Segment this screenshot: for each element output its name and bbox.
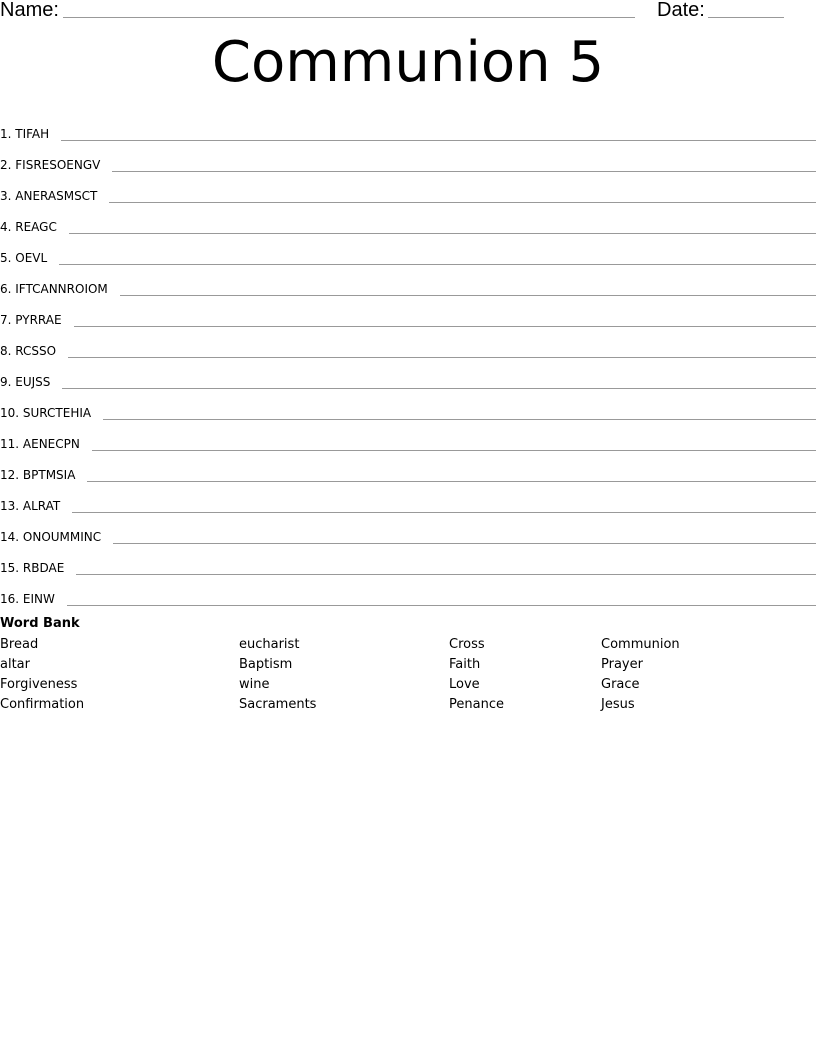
word-bank-item: Forgiveness <box>0 677 78 692</box>
scrambled-word: 9. EUJSS <box>0 375 51 389</box>
word-bank-item: Baptism <box>239 657 293 672</box>
scrambled-word: 5. OEVL <box>0 251 48 265</box>
answer-line[interactable] <box>109 201 816 203</box>
question-row <box>0 267 816 298</box>
question-row <box>0 360 816 391</box>
scrambled-word: 8. RCSSO <box>0 344 57 358</box>
word-bank <box>0 615 816 715</box>
question-row <box>0 329 816 360</box>
scrambled-word: 3. ANERASMSCT <box>0 189 98 203</box>
scrambled-word: 13. ALRAT <box>0 499 61 513</box>
question-row <box>0 236 816 267</box>
word-bank-item: altar <box>0 657 30 672</box>
question-list <box>0 112 816 608</box>
scrambled-word: 4. REAGC <box>0 220 57 234</box>
word-bank-item: Grace <box>601 677 640 692</box>
answer-line[interactable] <box>69 232 816 234</box>
question-row <box>0 143 816 174</box>
scrambled-word: 11. AENECPN <box>0 437 80 451</box>
answer-line[interactable] <box>87 480 816 482</box>
answer-line[interactable] <box>67 604 816 606</box>
scrambled-word: 16. EINW <box>0 592 55 606</box>
header-row <box>0 0 816 24</box>
scrambled-word: 12. BPTMSIA <box>0 468 76 482</box>
date-input-line[interactable] <box>708 17 784 18</box>
scrambled-word: 7. PYRRAE <box>0 313 62 327</box>
word-bank-item: Sacraments <box>239 697 317 712</box>
word-bank-item: Communion <box>601 637 680 652</box>
scrambled-word: 6. IFTCANNROIOM <box>0 282 108 296</box>
word-bank-item: eucharist <box>239 637 300 652</box>
answer-line[interactable] <box>92 449 816 451</box>
scrambled-word: 1. TIFAH <box>0 127 50 141</box>
answer-line[interactable] <box>120 294 816 296</box>
question-row <box>0 298 816 329</box>
word-bank-item: Bread <box>0 637 39 652</box>
word-bank-title: Word Bank <box>0 616 80 631</box>
question-row <box>0 484 816 515</box>
word-bank-item: wine <box>239 677 270 692</box>
question-row <box>0 205 816 236</box>
question-row <box>0 112 816 143</box>
answer-line[interactable] <box>68 356 816 358</box>
answer-line[interactable] <box>103 418 816 420</box>
word-bank-item: Confirmation <box>0 697 85 712</box>
question-row <box>0 453 816 484</box>
word-bank-item: Jesus <box>601 697 635 712</box>
date-label: Date: <box>657 0 705 21</box>
name-label: Name: <box>0 0 59 21</box>
word-bank-item: Cross <box>449 637 485 652</box>
word-bank-item: Love <box>449 677 480 692</box>
page-title: Communion 5 <box>211 30 605 95</box>
question-row <box>0 174 816 205</box>
scrambled-word: 10. SURCTEHIA <box>0 406 92 420</box>
question-row <box>0 422 816 453</box>
question-row <box>0 515 816 546</box>
name-input-line[interactable] <box>63 17 635 18</box>
question-row <box>0 577 816 608</box>
answer-line[interactable] <box>74 325 816 327</box>
answer-line[interactable] <box>112 170 816 172</box>
word-bank-item: Faith <box>449 657 481 672</box>
word-bank-item: Penance <box>449 697 504 712</box>
question-row <box>0 546 816 577</box>
scrambled-word: 14. ONOUMMINC <box>0 530 102 544</box>
scrambled-word: 2. FISRESOENGV <box>0 158 101 172</box>
answer-line[interactable] <box>62 387 816 389</box>
answer-line[interactable] <box>76 573 816 575</box>
answer-line[interactable] <box>113 542 816 544</box>
answer-line[interactable] <box>59 263 816 265</box>
word-bank-grid <box>0 635 816 715</box>
answer-line[interactable] <box>61 139 816 141</box>
answer-line[interactable] <box>72 511 816 513</box>
word-bank-item: Prayer <box>601 657 643 672</box>
scrambled-word: 15. RBDAE <box>0 561 65 575</box>
question-row <box>0 391 816 422</box>
